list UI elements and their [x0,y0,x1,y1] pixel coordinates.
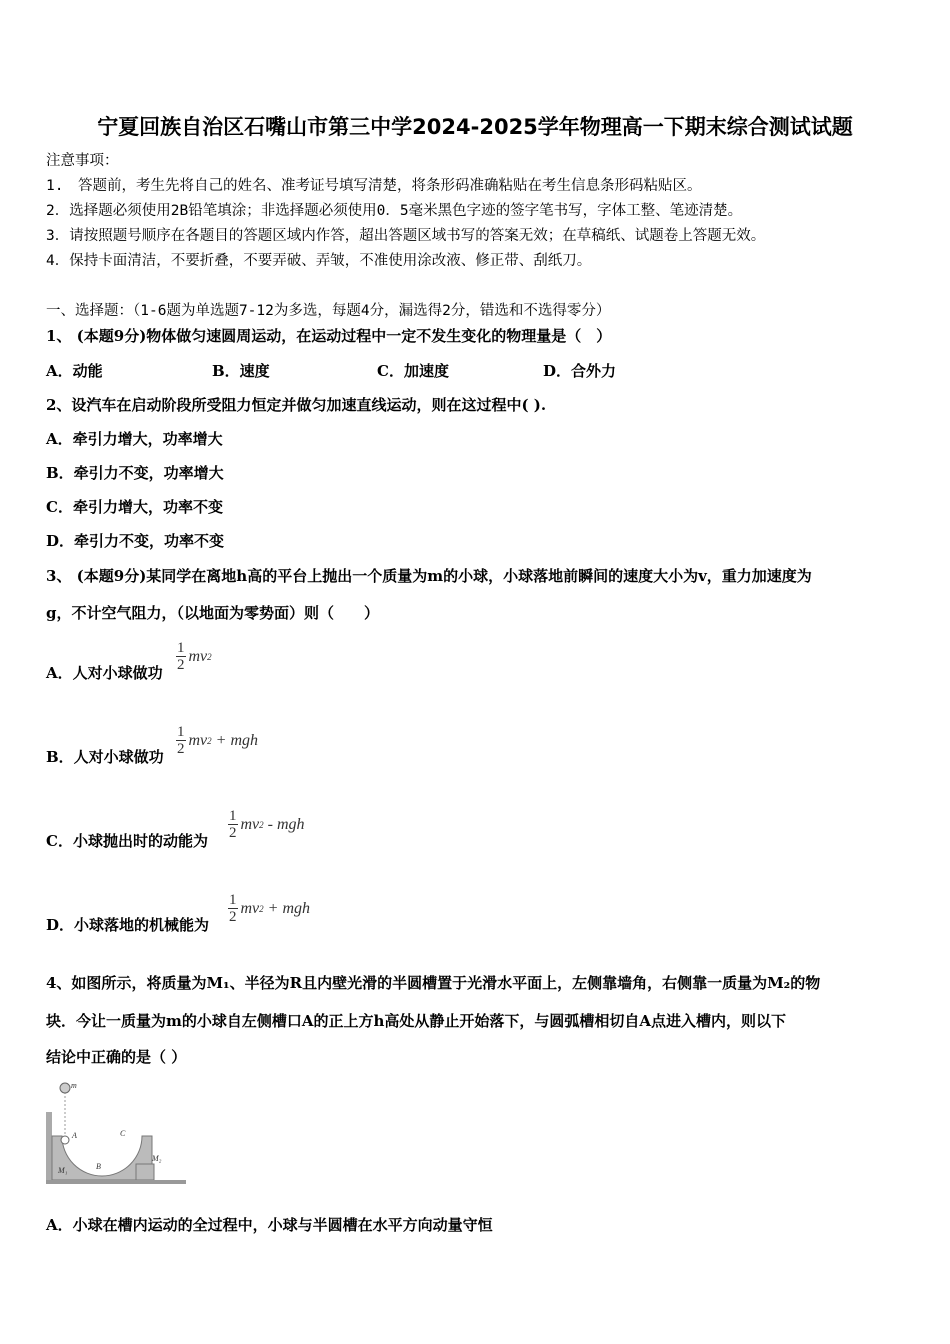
q2-option-d: D．牵引力不变，功率不变 [46,532,225,550]
q3-option-c: C．小球抛出时的动能为 [46,832,208,850]
q3-option-a: A．人对小球做功 [46,664,163,682]
note-item: 2．选择题必须使用2B铅笔填涂；非选择题必须使用0．5毫米黑色字迹的签字笔书写，字体工整、笔迹清楚。 [46,203,743,219]
notes-heading: 注意事项： [46,153,119,169]
page-title: 宁夏回族自治区石嘴山市第三中学2024-2025学年物理高一下期末综合测试试题 [97,115,853,139]
q4-stem-line3: 结论中正确的是（ ） [46,1048,187,1066]
q3-option-d: D．小球落地的机械能为 [46,916,210,934]
q3-option-c-formula: 1 2 mv 2 - mgh [229,808,305,841]
q3-option-a-formula: 1 2 mv 2 [177,640,212,673]
note-item: 1. 答题前，考生先将自己的姓名、准考证号填写清楚，将条形码准确粘贴在考生信息条形码粘贴区。 [46,178,702,194]
svg-text:B: B [96,1162,101,1171]
note-item: 4．保持卡面清洁，不要折叠，不要弄破、弄皱，不准使用涂改液、修正带、刮纸刀。 [46,253,592,269]
q1-option-b: B．速度 [212,362,270,380]
q2-option-a: A．牵引力增大，功率增大 [46,430,223,448]
q3-option-b: B．人对小球做功 [46,748,164,766]
q3-option-d-formula: 1 2 mv 2 + mgh [229,892,311,925]
half-groove-figure [44,1078,189,1190]
svg-text:m: m [71,1081,77,1090]
q3-option-b-formula: 1 2 mv 2 + mgh [177,724,259,757]
svg-text:M₁: M₁ [58,1166,68,1175]
svg-text:M₂: M₂ [152,1154,162,1163]
q1-option-a: A．动能 [46,362,103,380]
q4-stem-line1: 4、如图所示，将质量为M₁、半径为R且内壁光滑的半圆槽置于光滑水平面上，左侧靠墙角，右侧靠一质量为M₂的物 [46,974,821,992]
q2-option-b: B．牵引力不变，功率增大 [46,464,224,482]
q1-stem: 1、 (本题9分)物体做匀速圆周运动，在运动过程中一定不发生变化的物理量是（ ） [46,327,612,345]
q1-option-c: C．加速度 [377,362,449,380]
svg-text:C: C [120,1129,126,1138]
q2-stem: 2、设汽车在启动阶段所受阻力恒定并做匀加速直线运动，则在这过程中( ). [46,396,547,414]
svg-text:A: A [72,1131,77,1140]
q3-stem-line2: g，不计空气阻力，（以地面为零势面）则（ ） [46,604,379,622]
q2-option-c: C．牵引力增大，功率不变 [46,498,223,516]
q4-stem-line2: 块．今让一质量为m的小球自左侧槽口A的正上方h高处从静止开始落下，与圆弧槽相切自A点进入槽内，则以下 [46,1012,787,1030]
q4-option-a: A．小球在槽内运动的全过程中，小球与半圆槽在水平方向动量守恒 [46,1216,493,1234]
q1-option-d: D．合外力 [543,362,617,380]
section-heading: 一、选择题：（1-6题为单选题7-12为多选，每题4分，漏选得2分，错选和不选得零分） [46,303,611,319]
note-item: 3．请按照题号顺序在各题目的答题区域内作答，超出答题区域书写的答案无效；在草稿纸、试题卷上答题无效。 [46,228,766,244]
q3-stem-line1: 3、 (本题9分)某同学在离地h高的平台上抛出一个质量为m的小球，小球落地前瞬间的速度大小为v，重力加速度为 [46,567,812,585]
